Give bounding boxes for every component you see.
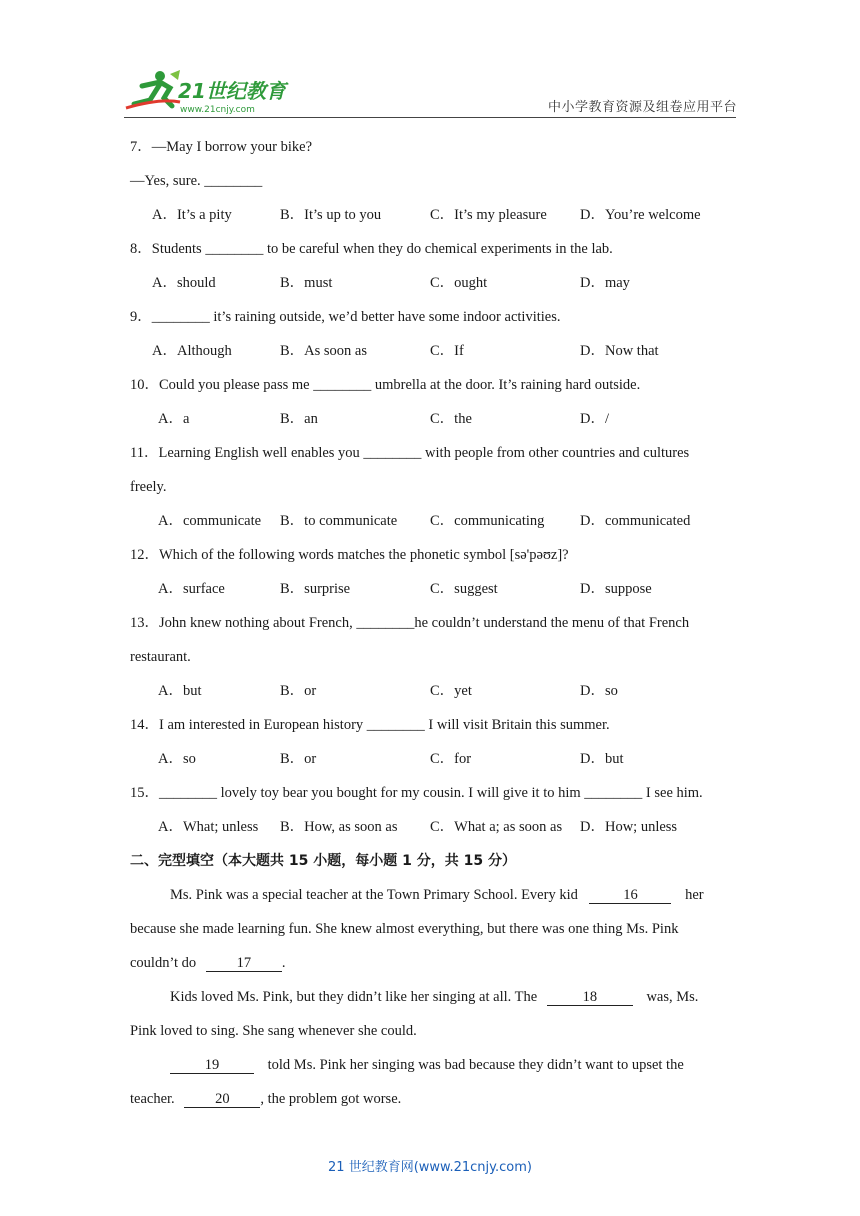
- header-platform-text: 中小学教育资源及组卷应用平台: [548, 100, 738, 115]
- question-7-stem: 7．—May I borrow your bike?: [130, 139, 313, 155]
- option-b: B．an: [280, 411, 318, 427]
- cloze-text: Ms. Pink was a special teacher at the Town Primary School. Every kid: [170, 887, 578, 903]
- question-8-stem: 8．Students ________ to be careful when they do chemical experiments in the lab.: [130, 241, 613, 257]
- option-b: B．As soon as: [280, 343, 368, 359]
- question-11-stem-2: freely.: [130, 479, 167, 495]
- cloze-text: teacher.: [130, 1091, 175, 1107]
- cloze-line: [130, 918, 732, 952]
- question-9-stem: 9．________ it’s raining outside, we’d better have some indoor activities.: [130, 309, 561, 325]
- option-a: A．What; unless: [158, 819, 259, 835]
- option-a: A．should: [152, 275, 216, 291]
- option-a: A．It’s a pity: [152, 207, 232, 223]
- question-15-options: [130, 816, 732, 850]
- cloze-text: because she made learning fun. She knew almost everything, but there was one thing Ms. Pink: [130, 921, 679, 937]
- cloze-line: [130, 952, 732, 986]
- question-9-options: [130, 340, 732, 374]
- question-10-stem: 10．Could you please pass me ________ umbrella at the door. It’s raining hard outside.: [130, 377, 641, 393]
- option-c: C．the: [430, 411, 472, 427]
- option-c: C．communicating: [430, 513, 545, 529]
- option-a: A．a: [158, 411, 190, 427]
- logo-text: 21世纪教育: [178, 79, 286, 103]
- option-b: B．It’s up to you: [280, 207, 382, 223]
- option-d: D．but: [580, 751, 624, 767]
- question-13-options: [130, 680, 732, 714]
- question-7-stem-2: —Yes, sure. ________: [130, 173, 263, 189]
- option-d: D．You’re welcome: [580, 207, 701, 223]
- option-a: A．surface: [158, 581, 225, 597]
- option-c: C．for: [430, 751, 472, 767]
- option-c: C．It’s my pleasure: [430, 207, 547, 223]
- question-14-stem: 14．I am interested in European history ________ I will visit Britain this summer.: [130, 717, 610, 733]
- cloze-line: [130, 986, 732, 1020]
- section-2-title: 二、完型填空（本大题共 15 小题，每小题 1 分，共 15 分）: [130, 853, 516, 869]
- question-13-stem-2: restaurant.: [130, 649, 191, 665]
- option-b: B．to communicate: [280, 513, 398, 529]
- question-15-stem: 15．________ lovely toy bear you bought for my cousin. I will give it to him ________ I see him.: [130, 785, 703, 801]
- cloze-text: .: [281, 955, 286, 971]
- option-d: D．/: [580, 411, 609, 427]
- question-10-options: [130, 408, 732, 442]
- option-d: D．suppose: [580, 581, 652, 597]
- option-c: C．ought: [430, 275, 488, 291]
- option-c: C．yet: [430, 683, 472, 699]
- question-11-options: [130, 510, 732, 544]
- cloze-text: her: [685, 887, 704, 903]
- option-d: D．Now that: [580, 343, 659, 359]
- option-d: D．may: [580, 275, 630, 291]
- cloze-text: , the problem got worse.: [260, 1091, 402, 1107]
- cloze-text: Pink loved to sing. She sang whenever she could.: [130, 1023, 417, 1039]
- option-a: A．Although: [152, 343, 232, 359]
- cloze-line: [130, 1088, 732, 1122]
- option-d: D．so: [580, 683, 618, 699]
- option-c: C．If: [430, 343, 464, 359]
- cloze-line: [130, 1054, 732, 1088]
- cloze-line: [130, 884, 732, 918]
- header-divider: [124, 117, 736, 118]
- cloze-text: was, Ms.: [646, 989, 699, 1005]
- option-b: B．must: [280, 275, 333, 291]
- question-13-stem: 13．John knew nothing about French, ________he couldn’t understand the menu of that French: [130, 615, 690, 631]
- logo-url: www.21cnjy.com: [180, 105, 255, 115]
- cloze-text: couldn’t do: [130, 955, 197, 971]
- option-d: D．How; unless: [580, 819, 678, 835]
- option-b: B．or: [280, 751, 317, 767]
- option-d: D．communicated: [580, 513, 691, 529]
- option-a: A．so: [158, 751, 196, 767]
- cloze-blank-18[interactable]: 18: [547, 989, 633, 1006]
- question-7-options: [130, 204, 732, 238]
- option-a: A．but: [158, 683, 202, 699]
- cloze-blank-16[interactable]: 16: [589, 887, 671, 904]
- option-c: C．What a; as soon as: [430, 819, 563, 835]
- cloze-blank-19[interactable]: 19: [170, 1057, 254, 1074]
- question-12-stem: 12．Which of the following words matches the phonetic symbol [sə'pəʊz]?: [130, 547, 569, 563]
- footer-link[interactable]: 21 世纪教育网(www.21cnjy.com): [328, 1160, 532, 1175]
- site-logo: [120, 66, 300, 118]
- question-8-options: [130, 272, 732, 306]
- option-c: C．suggest: [430, 581, 498, 597]
- cloze-text: Kids loved Ms. Pink, but they didn’t like her singing at all. The: [170, 989, 538, 1005]
- option-b: B．or: [280, 683, 317, 699]
- cloze-passage: [130, 884, 732, 1122]
- question-11-stem: 11．Learning English well enables you ________ with people from other countries and cultures: [130, 445, 690, 461]
- question-14-options: [130, 748, 732, 782]
- cloze-text: told Ms. Pink her singing was bad because they didn’t want to upset the: [267, 1057, 684, 1073]
- cloze-blank-20[interactable]: 20: [184, 1091, 260, 1108]
- option-b: B．How, as soon as: [280, 819, 398, 835]
- question-12-options: [130, 578, 732, 612]
- option-a: A．communicate: [158, 513, 262, 529]
- cloze-blank-17[interactable]: 17: [206, 955, 282, 972]
- exam-content: [130, 136, 732, 1122]
- cloze-line: [130, 1020, 732, 1054]
- option-b: B．surprise: [280, 581, 351, 597]
